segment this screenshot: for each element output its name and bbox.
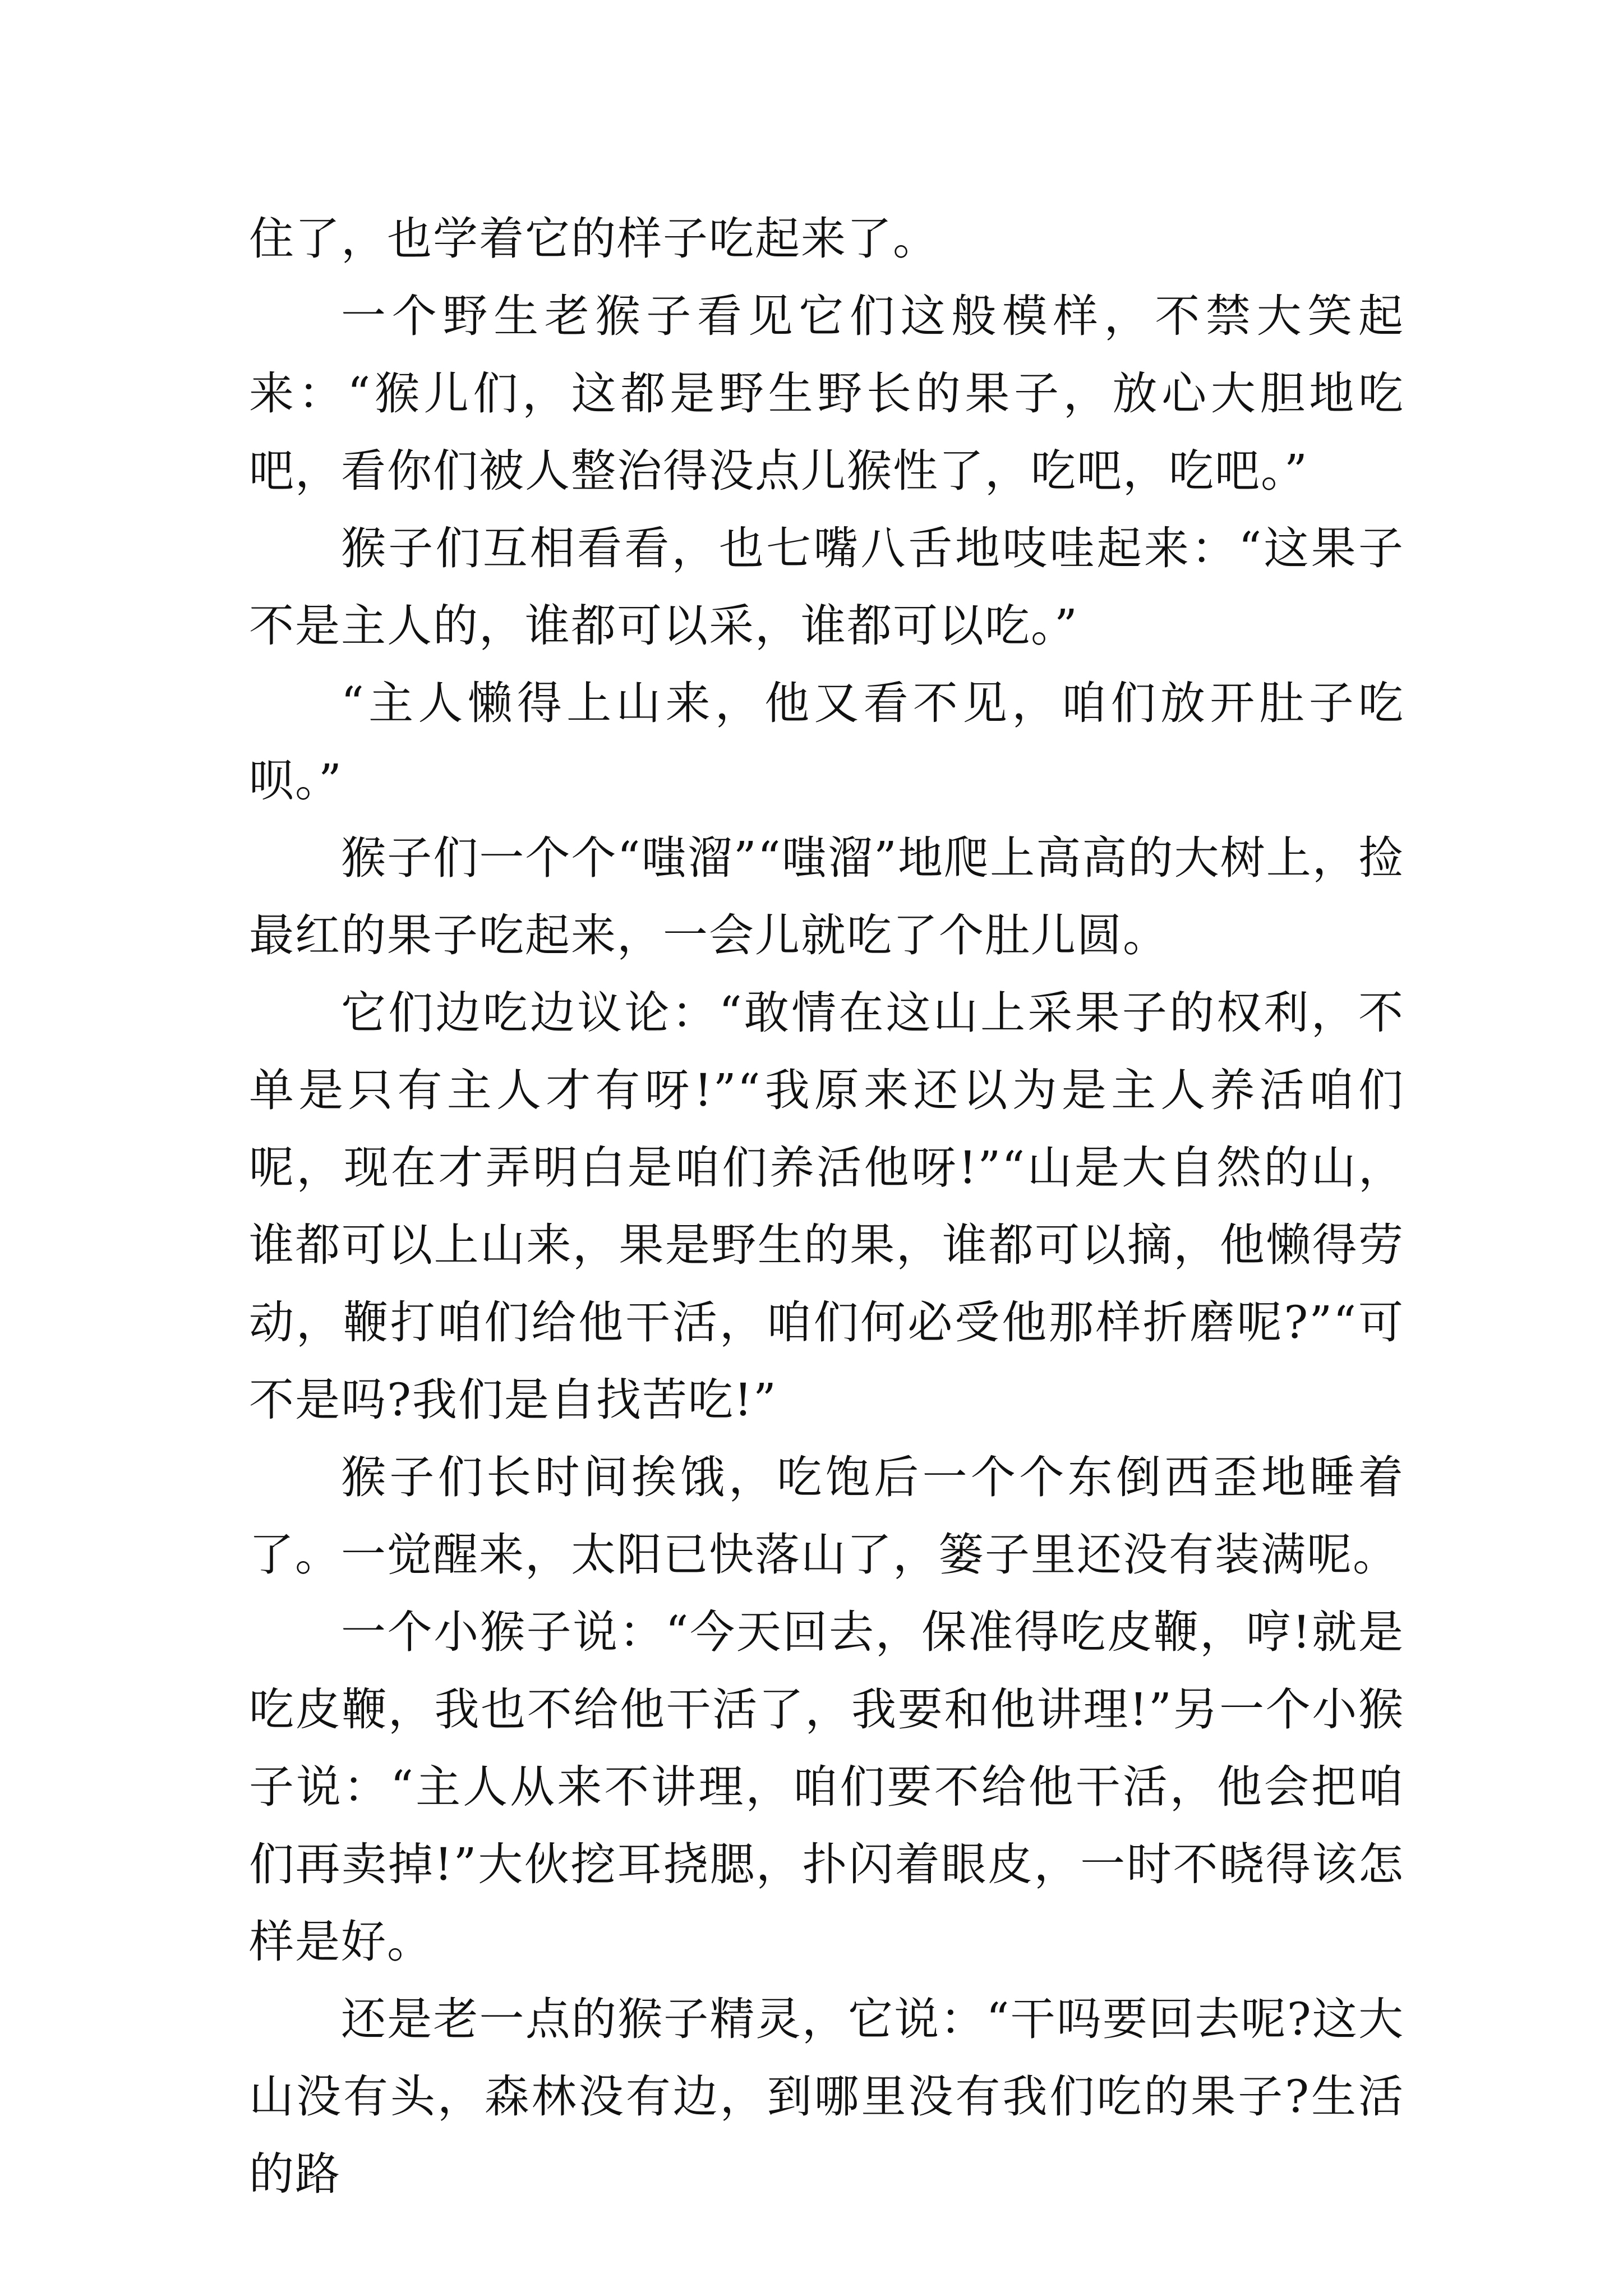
- paragraph-8: 一个小猴子说：“今天回去，保准得吃皮鞭，哼!就是吃皮鞭，我也不给他干活了，我要和他讲理!”另一个小猴子说：“主人从来不讲理，咱们要不给他干活，他会把咱们再卖掉!”大伙挖耳挠腮，扑闪着眼皮，一时不晓得该怎样是好。: [249, 1606, 1404, 1968]
- paragraph-6: 它们边吃边议论：“敢情在这山上采果子的权利，不单是只有主人才有呀!”“我原来还以为是主人养活咱们呢，现在才弄明白是咱们养活他呀!”“山是大自然的山，谁都可以上山来，果是野生的果，谁都可以摘，他懒得劳动，鞭打咱们给他干活，咱们何必受他那样折磨呢?”“可不是吗?我们是自找苦吃!”: [249, 987, 1404, 1426]
- paragraph-7: 猴子们长时间挨饿，吃饱后一个个东倒西歪地睡着了。一觉醒来，太阳已快落山了，篓子里还没有装满呢。: [249, 1451, 1404, 1581]
- paragraph-2: 一个野生老猴子看见它们这般模样，不禁大笑起来：“猴儿们，这都是野生野长的果子，放心大胆地吃吧，看你们被人整治得没点儿猴性了，吃吧，吃吧。”: [249, 290, 1404, 497]
- paragraph-9: 还是老一点的猴子精灵，它说：“干吗要回去呢?这大山没有头，森林没有边，到哪里没有我们吃的果子?生活的路: [249, 1993, 1404, 2200]
- paragraph-4: “主人懒得上山来，他又看不见，咱们放开肚子吃呗。”: [249, 677, 1404, 807]
- paragraph-5: 猴子们一个个“嗤溜”“嗤溜”地爬上高高的大树上，捡最红的果子吃起来，一会儿就吃了个肚儿圆。: [249, 832, 1404, 961]
- paragraph-3: 猴子们互相看看，也七嘴八舌地吱哇起来：“这果子不是主人的，谁都可以采，谁都可以吃。”: [249, 522, 1404, 652]
- body-text: [249, 200, 1404, 2213]
- paragraph-1: 住了，也学着它的样子吃起来了。: [249, 213, 939, 265]
